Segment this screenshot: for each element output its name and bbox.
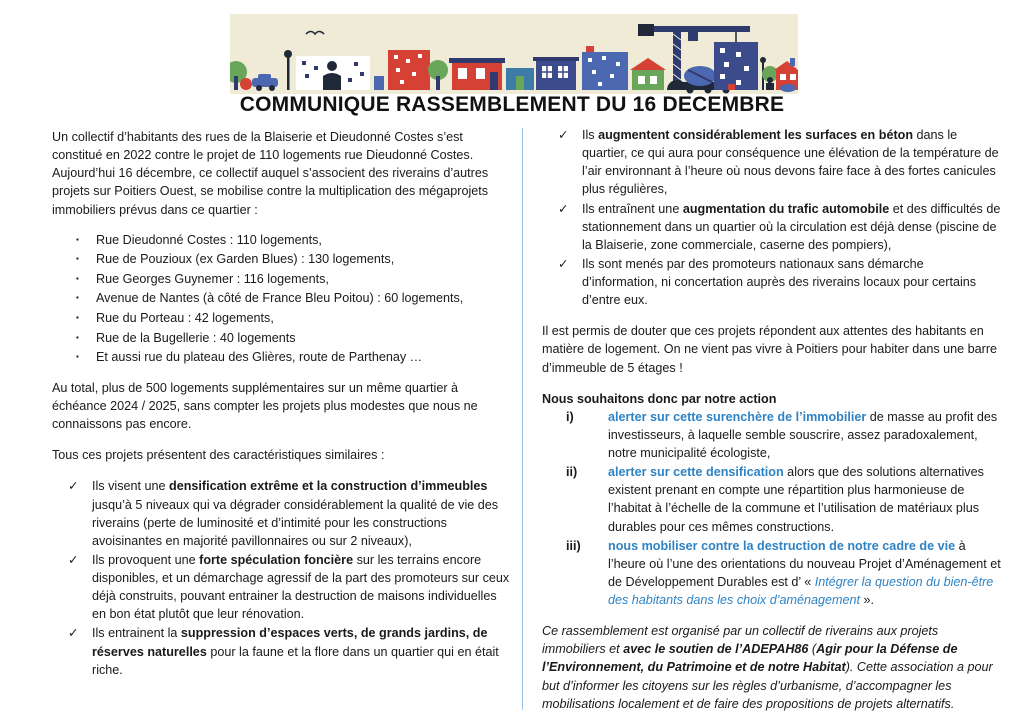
check-list-item [52, 477, 512, 550]
cityscape-svg [230, 14, 798, 94]
action-label: iii) [566, 538, 581, 553]
check-list-item [542, 255, 1002, 309]
checkmark-icon: ✓ [558, 201, 569, 216]
impacts-list [542, 126, 1002, 309]
page-title: COMMUNIQUE RASSEMBLEMENT DU 16 DECEMBRE [239, 93, 785, 116]
left-column [52, 128, 512, 692]
action-item [542, 463, 1002, 536]
street-list-text: Rue Georges Guynemer : 116 logements, [96, 271, 329, 286]
characteristics-list [52, 477, 512, 678]
action-item-text: nous mobiliser contre la destruction de notre cadre de vie à l’heure où l’une des orientations du nouveau Projet d’Aménagement et de Développement Durables est d’ « Intégrer la question du bien-être des habitants dans les choix d’aménagement ». [608, 538, 1001, 607]
right-column [542, 126, 1002, 724]
check-list-item [542, 200, 1002, 254]
street-list-text: Rue de Pouzioux (ex Garden Blues) : 130 logements, [96, 252, 395, 267]
checkmark-icon: ✓ [68, 479, 79, 494]
bullet-icon: ▪ [76, 293, 79, 303]
check-list-item [52, 551, 512, 624]
bullet-icon: ▪ [76, 234, 79, 244]
column-divider [522, 128, 523, 710]
bullet-icon: ▪ [76, 313, 79, 323]
street-list-text: Rue du Porteau : 42 logements, [96, 311, 274, 326]
red-building-icon [388, 50, 430, 90]
city-banner-illustration [230, 14, 798, 94]
action-label: i) [566, 409, 574, 424]
checkmark-icon: ✓ [68, 552, 79, 567]
action-item-text: alerter sur cette surenchère de l’immobilier de masse au profit des investisseurs, à laquelle semble souscrire, assez paradoxalement, notre municipalité écologiste, [608, 409, 998, 460]
street-list-item [52, 232, 512, 249]
street-list-text: Avenue de Nantes (à côté de France Bleu Poitou) : 60 logements, [96, 291, 464, 306]
teal-house-icon [506, 68, 534, 90]
street-list-text: Rue de la Bugellerie : 40 logements [96, 330, 296, 345]
checkmark-icon: ✓ [558, 128, 569, 142]
bush-icon [240, 78, 252, 90]
action-item-text: alerter sur cette densification alors que des solutions alternatives existent prenant en compte une répartition plus harmonieuse de l’habitat à l’échelle de la commune et l’utilisation de matériaux plus durables pour ces mêmes constructions. [608, 465, 984, 534]
check-item-text: Ils visent une densification extrême et la construction d’immeubles jusqu’à 5 niveaux qui va dégrader considérablement la qualité de vie des riverains (perte de luminosité et d’intimité pour les constructions avoisinantes en majorité pavillonnaires ou sur 2 niveaux), [92, 479, 499, 548]
bullet-icon: ▪ [76, 352, 79, 362]
street-list-item [52, 271, 512, 288]
street-list-item [52, 251, 512, 268]
blue-box-icon [374, 76, 384, 90]
doubt-paragraph: Il est permis de douter que ces projets répondent aux attentes des habitants en matière de logement. On ne vient pas vivre à Poitiers pour habiter dans une barre d’immeuble de 5 étages ! [542, 324, 998, 375]
street-list-text: Et aussi rue du plateau des Glières, route de Parthenay … [96, 350, 423, 365]
bullet-icon: ▪ [76, 254, 79, 264]
check-item-text: Ils entrainent la suppression d’espaces verts, de grands jardins, de réserves naturelles pour la faune et la flore dans un quartier qui en était riche. [92, 626, 499, 677]
bullet-icon: ▪ [76, 273, 79, 283]
street-list-item [52, 290, 512, 307]
red-house-icon [449, 58, 505, 90]
check-list-item [542, 126, 1002, 199]
street-list-item [52, 310, 512, 327]
check-list-item [52, 624, 512, 678]
bullet-icon: ▪ [76, 332, 79, 342]
check-item-text: Ils augmentent considérablement les surfaces en béton dans le quartier, ce qui aura pour conséquence une élévation de la température de l’air environnant à l’heure où nous devons faire face à des fortes canicules plus régulières, [582, 128, 999, 197]
similar-paragraph: Tous ces projets présentent des caractéristiques similaires : [52, 448, 385, 463]
check-item-text: Ils entraînent une augmentation du trafic automobile et des difficultés de stationnement dans un quartier où la circulation est déjà dense (piscine de la Blaiserie, zone commerciale, caserne des pompiers), [582, 201, 1001, 252]
navy-building-icon [714, 42, 758, 90]
check-item-text: Ils provoquent une forte spéculation foncière sur les terrains encore disponibles, et un démarchage agressif de la part des promoteurs sur ceux déjà construits, pouvant entrainer la destruction de maisons individuelles en bon état plutôt que leur rénovation. [92, 552, 510, 622]
white-building-icon [296, 56, 370, 90]
navy-house-icon [533, 57, 579, 90]
blue-building-icon [582, 46, 628, 90]
total-paragraph: Au total, plus de 500 logements supplémentaires sur un même quartier à échéance 2024 / 2025, sans compter les projets plus modestes que nous ne connaissons pas encore. [52, 380, 478, 432]
action-item [542, 408, 1002, 462]
street-list-item [52, 349, 512, 366]
street-list-text: Rue Dieudonné Costes : 110 logements, [96, 232, 322, 247]
action-item [542, 537, 1002, 610]
checkmark-icon: ✓ [558, 256, 569, 271]
intro-paragraph: Un collectif d’habitants des rues de la Blaiserie et Dieudonné Costes s’est constitué en 2022 contre le projet de 110 logements rue Dieudonné Costes. Aujourd’hui 16 décembre, ce collectif auquel s’associent des riverains d’autres projets sur Poitiers Ouest, se mobilise contre la multiplication des mégaprojets immobiliers prévus dans ce quartier : [52, 130, 489, 217]
closing-paragraph: Ce rassemblement est organisé par un collectif de riverains aux projets immobiliers et avec le soutien de l’ADEPAH86 (Agir pour la Défense de l’Environnement, du Patrimoine et de notre Habitat). Cette association a pour but d’informer les citoyens sur les règles d’urbanisme, d’accompagner les mobilisations localement et de faire des propositions de projets alternatifs. [542, 624, 993, 711]
actions-list [542, 408, 1002, 609]
action-label: ii) [566, 465, 578, 480]
checkmark-icon: ✓ [68, 626, 79, 641]
street-list-item [52, 330, 512, 347]
check-item-text: Ils sont menés par des promoteurs nationaux sans démarche d’information, ni concertation auprès des riverains locaux pour certains d’entre eux. [582, 256, 977, 308]
person-icon [766, 77, 774, 90]
street-list [52, 232, 512, 366]
action-heading: Nous souhaitons donc par notre action [542, 391, 777, 406]
car-icon [780, 84, 796, 92]
